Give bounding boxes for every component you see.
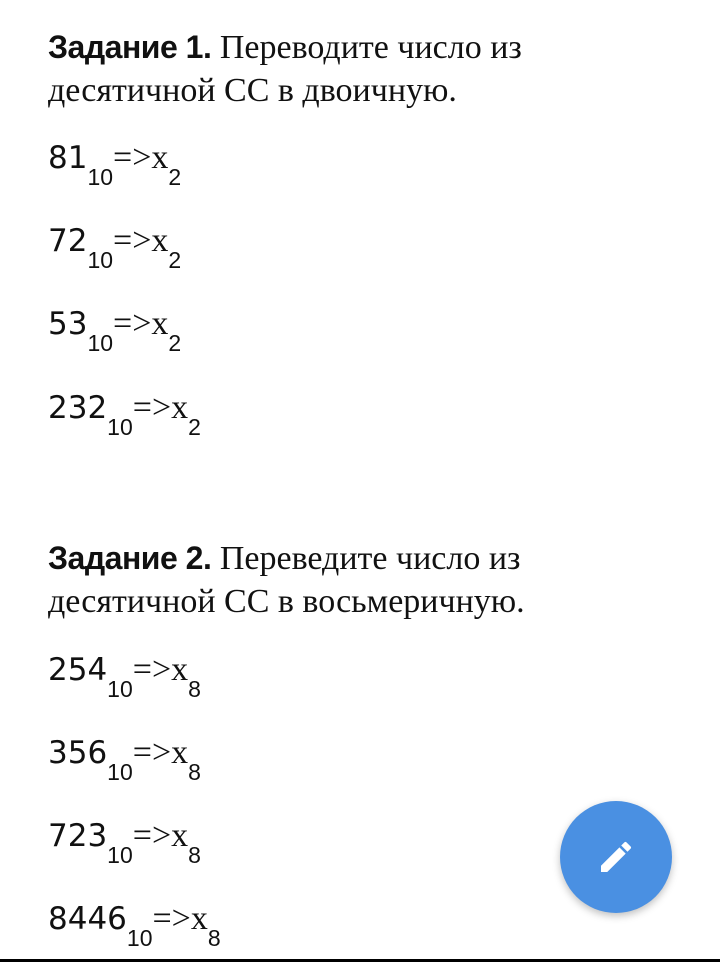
task-1-text: Переводите число из десятичной СС в двоичную. <box>48 29 522 109</box>
task-1-heading <box>48 26 688 112</box>
conversion-arrow: =>x <box>132 734 189 771</box>
source-base: 10 <box>87 247 114 273</box>
target-base: 8 <box>188 759 201 785</box>
conversion-arrow: =>x <box>113 222 169 259</box>
conversion-arrow: =>x <box>113 139 169 176</box>
target-base: 8 <box>207 925 221 951</box>
target-base: 8 <box>188 676 201 702</box>
decimal-number: 723 <box>48 818 108 854</box>
source-base: 10 <box>107 414 133 440</box>
source-base: 10 <box>107 842 133 868</box>
target-base: 8 <box>188 842 201 868</box>
decimal-number: 81 <box>48 140 88 176</box>
decimal-number: 232 <box>48 390 108 426</box>
source-base: 10 <box>107 676 133 702</box>
target-base: 2 <box>188 414 201 440</box>
conversion-arrow: =>x <box>132 651 189 688</box>
target-base: 2 <box>168 164 182 190</box>
decimal-number: 254 <box>48 652 108 688</box>
conversion-arrow: =>x <box>132 817 189 854</box>
source-base: 10 <box>126 925 153 951</box>
target-base: 2 <box>168 330 182 356</box>
decimal-number: 72 <box>48 223 88 259</box>
task-2-item-3 <box>48 816 201 876</box>
task-1-item-4 <box>48 388 201 448</box>
conversion-arrow: =>x <box>132 389 189 426</box>
task-2-item-4 <box>48 899 221 959</box>
decimal-number: 53 <box>48 306 88 342</box>
task-1-item-1 <box>48 138 181 198</box>
target-base: 2 <box>168 247 182 273</box>
conversion-arrow: =>x <box>152 900 208 937</box>
task-2-heading <box>48 537 688 623</box>
decimal-number: 356 <box>48 735 108 771</box>
source-base: 10 <box>87 330 114 356</box>
task-1-item-3 <box>48 304 181 364</box>
task-1-label: Задание 1. <box>48 29 212 65</box>
edit-button[interactable] <box>560 801 672 913</box>
task-2-item-1 <box>48 650 201 710</box>
task-2-label: Задание 2. <box>48 540 212 576</box>
task-2-item-2 <box>48 733 201 793</box>
source-base: 10 <box>107 759 133 785</box>
task-1-item-2 <box>48 221 181 281</box>
decimal-number: 8446 <box>48 901 127 937</box>
conversion-arrow: =>x <box>113 305 169 342</box>
task-2-text: Переведите число из десятичной СС в восьмеричную. <box>48 540 525 620</box>
pencil-icon <box>596 837 636 877</box>
source-base: 10 <box>87 164 114 190</box>
